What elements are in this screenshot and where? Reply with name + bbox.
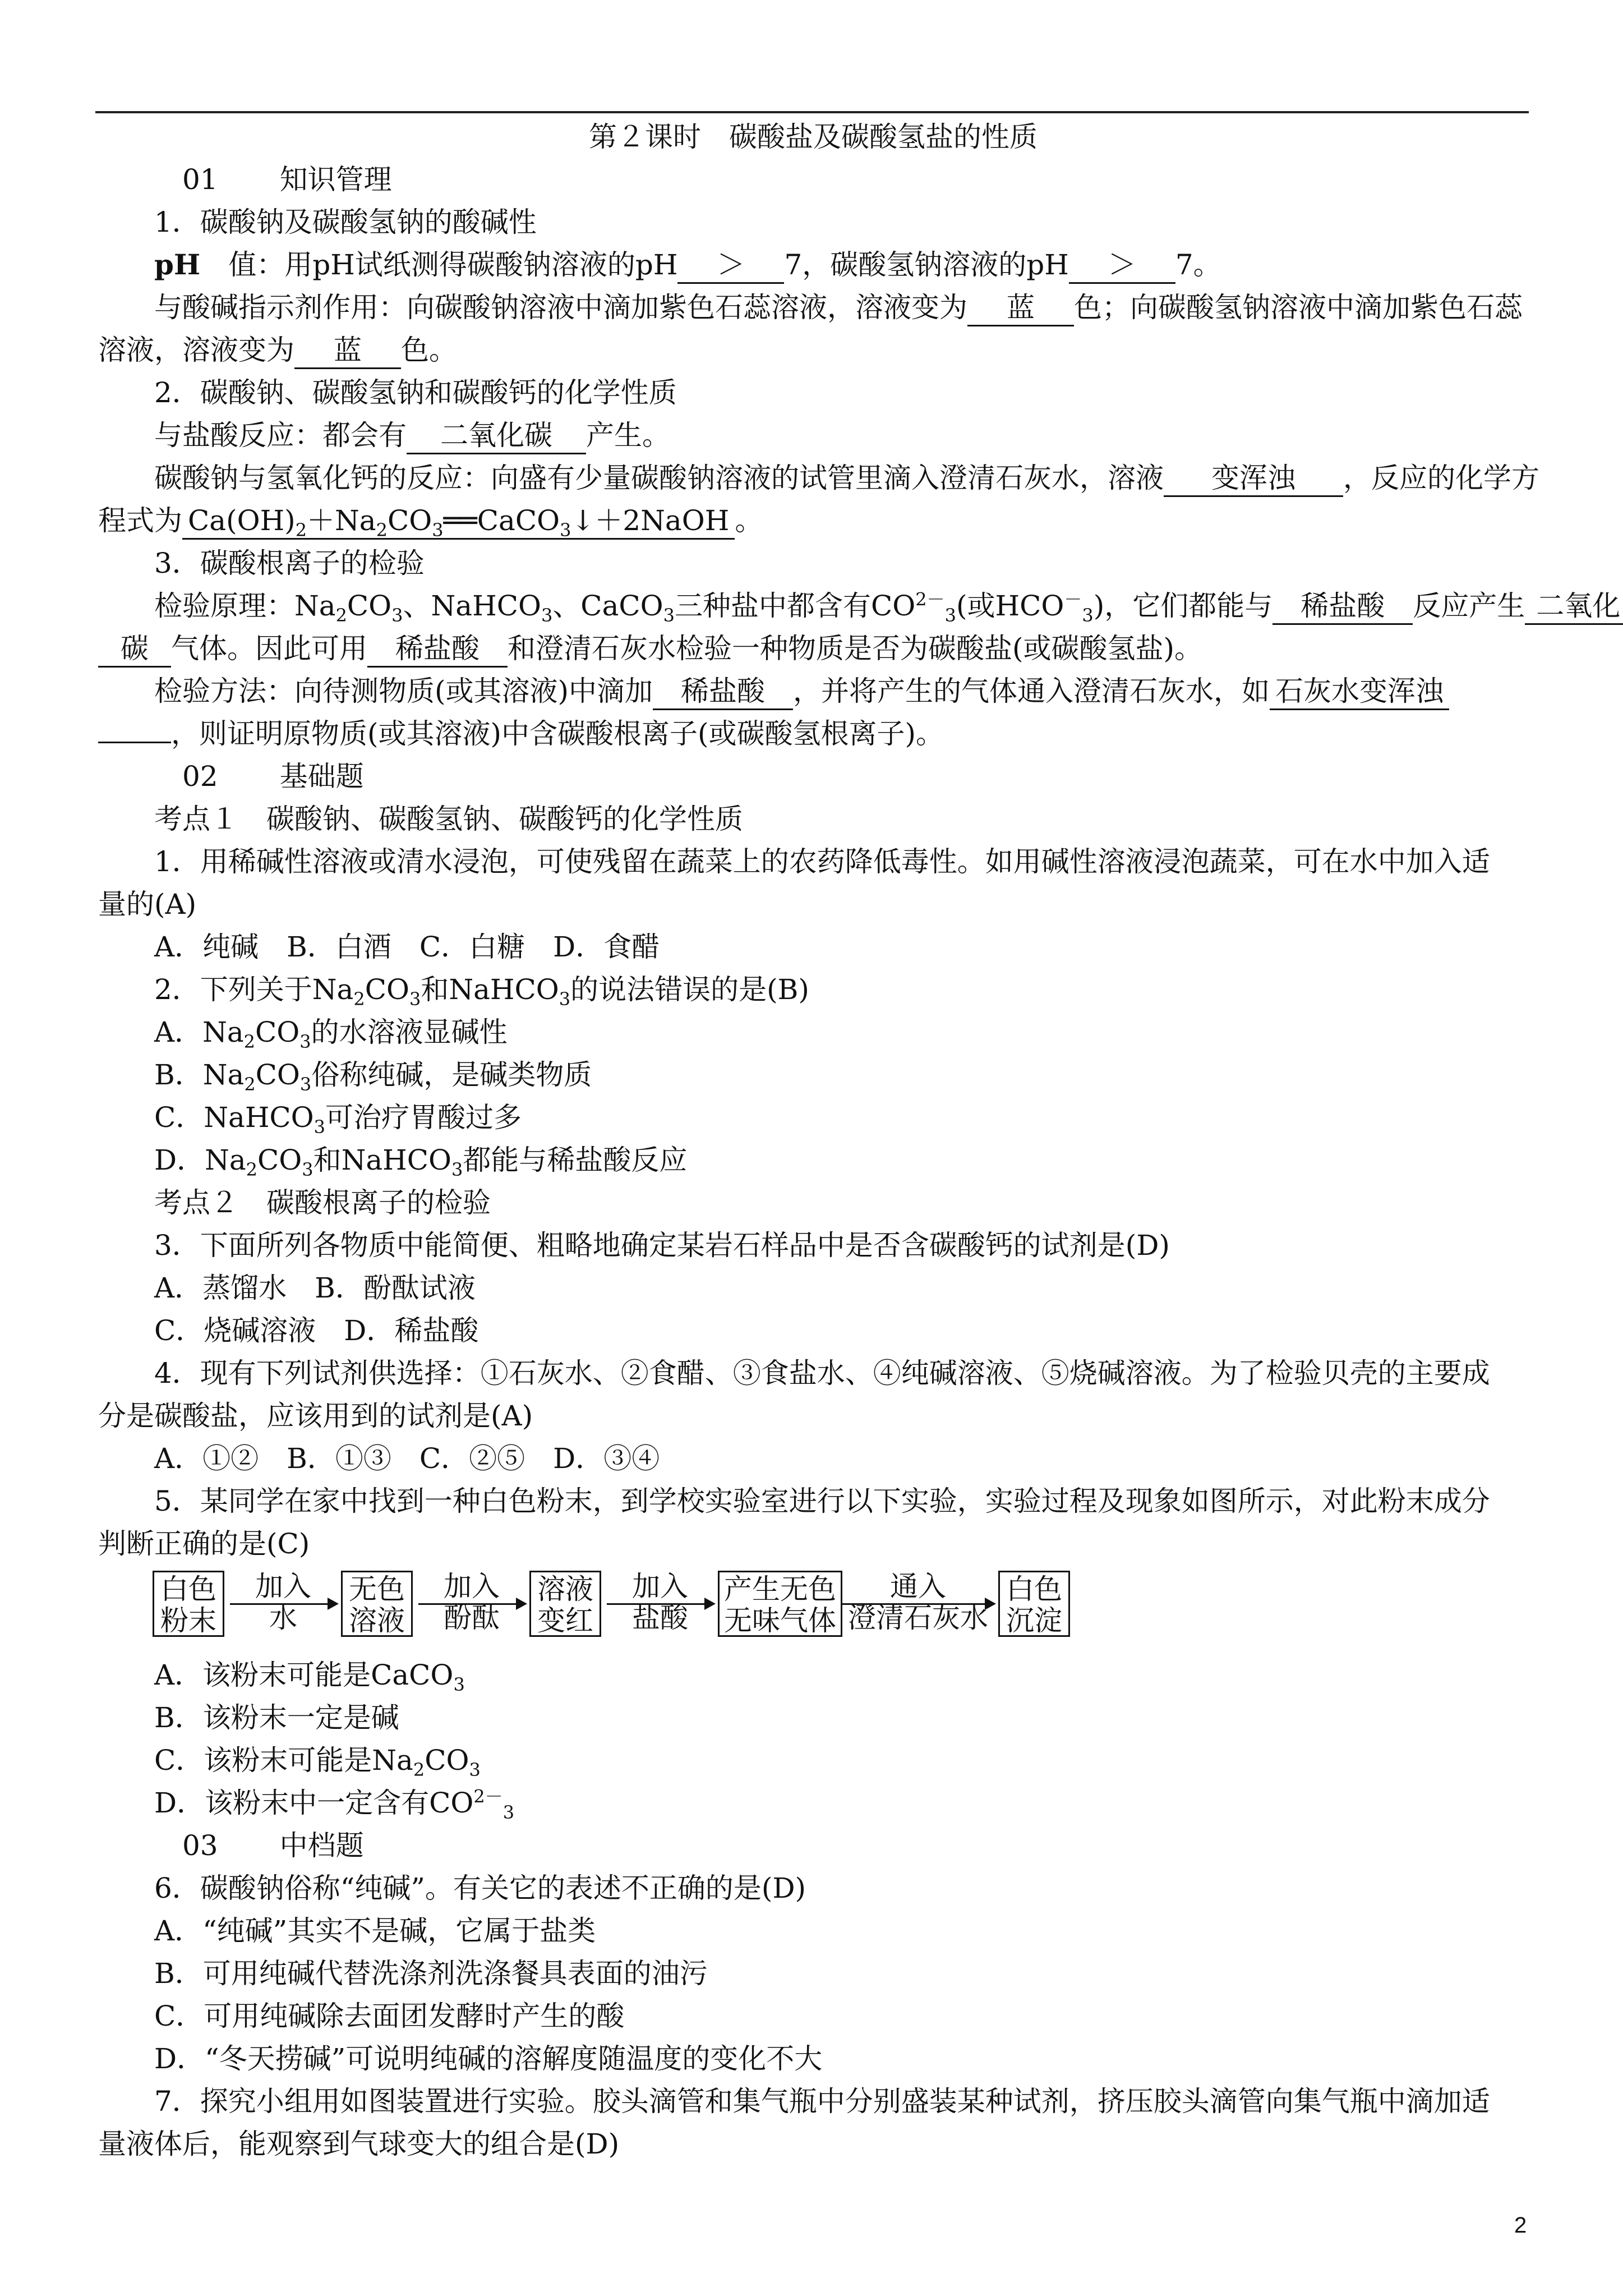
question-1-line-2: 量的(A) [98,888,197,921]
ph-answer-2: ＞ [1069,247,1175,284]
question-7-line-1: 7．探究小组用如图装置进行实验。胶头滴管和集气瓶中分别盛装某种试剂，挤压胶头滴管向集气瓶中滴加适 [154,2085,1490,2118]
question-5-option-b: B．该粉末一定是碱 [154,1701,399,1734]
flow-arrow-into-limewater: 通入 澄清石灰水 [842,1571,994,1638]
question-4-line-1: 4．现有下列试剂供选择：①石灰水、②食醋、③食盐水、④纯碱溶液、⑤烧碱溶液。为了检验贝壳的主要成 [154,1357,1490,1389]
caoh-line-1: 碳酸钠与氢氧化钙的反应：向盛有少量碳酸钠溶液的试管里滴入澄清石灰水，溶液 变浑浊 ，反应的化学方 [154,457,1528,499]
question-2-option-a: A．$Na_2CO_3$的水溶液显碱性 [154,1016,508,1052]
caoh-answer: 变浑浊 [1164,461,1343,497]
method-answer-2: 石灰水变浑浊 [1270,674,1449,710]
arrow-head-icon [516,1598,527,1610]
kaodian-2: 考点２ 碳酸根离子的检验 [154,1186,491,1219]
indicator-answer-1: 蓝 [967,290,1074,326]
question-2-option-d: D．$Na_2CO_3$和NaHCO$_3$都能与稀盐酸反应 [154,1144,688,1180]
kaodian-1: 考点１ 碳酸钠、碳酸氢钠、碳酸钙的化学性质 [154,803,743,835]
flow-box-white-powder: 白色 粉末 [153,1571,224,1637]
ph-line: pH 值：用pH试纸测得碳酸钠溶液的pH ＞ 7，碳酸氢钠溶液的pH ＞ 7。 [154,243,1528,286]
question-5-line-1: 5．某同学在家中找到一种白色粉末，到学校实验室进行以下实验，实验过程及现象如图所示，对此粉末成分 [154,1485,1490,1517]
arrow-line [418,1603,525,1605]
header-rule [95,111,1529,113]
principle-answer-3: 稀盐酸 [367,631,508,668]
question-5-line-2: 判断正确的是(C) [98,1527,310,1560]
question-3-options-cd: C．烧碱溶液 D．稀盐酸 [154,1314,479,1347]
arrow-head-icon [985,1598,996,1610]
question-4-options: A．①② B．①③ C．②⑤ D．③④ [154,1442,660,1475]
flow-box-solution-turns-red: 溶液 变红 [529,1571,601,1637]
question-2-option-b: B．$Na_2CO_3$俗称纯碱，是碱类物质 [154,1059,592,1095]
principle-answer-2a: 二氧化 [1525,588,1623,625]
section-01-heading: 01 知识管理 [182,163,392,196]
method-line-2: ，则证明原物质(或其溶液)中含碳酸根离子(或碳酸氢根离子)。 [98,712,1528,755]
method-answer-2-tail [98,742,171,743]
indicator-line-2: 溶液，溶液变为 蓝 色。 [98,329,1528,371]
question-6-option-a: A．“纯碱”其实不是碱，它属于盐类 [154,1915,596,1947]
arrow-line [607,1603,713,1605]
hcl-answer: 二氧化碳 [407,418,586,454]
question-6-option-b: B．可用纯碱代替洗涤剂洗涤餐具表面的油污 [154,1957,708,1990]
method-line-1: 检验方法：向待测物质(或其溶液)中滴加 稀盐酸 ，并将产生的气体通入澄清石灰水，如 石灰水变浑浊 [154,670,1528,712]
principle-answer-2b: 碳 [98,631,171,668]
indicator-line-1: 与酸碱指示剂作用：向碳酸钠溶液中滴加紫色石蕊溶液，溶液变为 蓝 色；向碳酸氢钠溶液中滴加紫色石蕊 [154,286,1528,329]
section-03-heading: 03 中档题 [182,1829,364,1862]
arrow-line [230,1603,336,1605]
p3-heading: 3．碳酸根离子的检验 [154,547,425,579]
equation-answer: $Ca(OH)_2+Na_2CO_3══CaCO_3↓+2NaOH$ [182,503,735,540]
section-02-heading: 02 基础题 [182,760,364,793]
question-3-options-ab: A．蒸馏水 B．酚酞试液 [154,1272,476,1304]
flow-arrow-add-hcl: 加入 盐酸 [607,1571,713,1638]
arrow-head-icon [328,1598,339,1610]
ph-answer-1: ＞ [677,247,784,284]
question-5-option-a: A．该粉末可能是CaCO$_3$ [154,1659,465,1695]
question-7-line-2: 量液体后，能观察到气球变大的组合是(D) [98,2128,620,2160]
question-4-line-2: 分是碳酸盐，应该用到的试剂是(A) [98,1400,533,1432]
question-3: 3．下面所列各物质中能简便、粗略地确定某岩石样品中是否含碳酸钙的试剂是(D) [154,1229,1170,1262]
indicator-answer-2: 蓝 [294,333,401,369]
question-5-option-d: D．该粉末中一定含有$CO^{2-}_3$ [154,1786,515,1823]
p1-heading: 1．碳酸钠及碳酸氢钠的酸碱性 [154,206,537,238]
p2-heading: 2．碳酸钠、碳酸氢钠和碳酸钙的化学性质 [154,376,677,409]
question-2-option-c: C．NaHCO$_3$可治疗胃酸过多 [154,1101,522,1138]
question-1-line-1: 1．用稀碱性溶液或清水浸泡，可使残留在蔬菜上的农药降低毒性。如用碱性溶液浸泡蔬菜，可在水中加入适 [154,845,1490,878]
question-6-option-c: C．可用纯碱除去面团发酵时产生的酸 [154,2000,625,2032]
page-number: 2 [1514,2213,1527,2238]
arrow-head-icon [704,1598,716,1610]
question-6-option-d: D．“冬天捞碱”可说明纯碱的溶解度随温度的变化不大 [154,2042,823,2075]
flow-box-gas-produced: 产生无色 无味气体 [718,1571,842,1637]
principle-answer-1: 稀盐酸 [1272,588,1413,625]
question-5-option-c: C．该粉末可能是$Na_2CO_3$ [154,1744,481,1780]
method-answer-1: 稀盐酸 [653,674,793,710]
question-1-options: A．纯碱 B．白酒 C．白糖 D．食醋 [154,931,660,963]
flow-arrow-add-water: 加入 水 [230,1571,336,1638]
principle-line-2: 碳 气体。因此可用 稀盐酸 和澄清石灰水检验一种物质是否为碳酸盐(或碳酸氢盐)。 [98,627,1528,670]
flow-arrow-add-phenolphthalein: 加入 酚酞 [418,1571,525,1638]
hcl-reaction-line: 与盐酸反应：都会有 二氧化碳 产生。 [154,414,1528,457]
flow-box-white-precipitate: 白色 沉淀 [998,1571,1070,1637]
question-2: 2．下列关于$Na_2CO_3$和NaHCO$_3$的说法错误的是(B) [154,973,809,1010]
caoh-line-2: 程式为 $Ca(OH)_2+Na_2CO_3══CaCO_3↓+2NaOH$ 。 [98,504,763,541]
flow-box-colorless-solution: 无色 溶液 [341,1571,413,1637]
arrow-line [842,1603,994,1605]
question-6: 6．碳酸钠俗称“纯碱”。有关它的表述不正确的是(D) [154,1872,806,1904]
page-title: 第２课时 碳酸盐及碳酸氢盐的性质 [589,121,1038,153]
principle-line-1: 检验原理：$Na_2CO_3$、NaHCO$_3$、CaCO$_3$三种盐中都含有$CO^{2-}_3$(或$HCO^-_3$)，它们都能与 稀盐酸 反应产生 二氧化 [154,585,1528,627]
